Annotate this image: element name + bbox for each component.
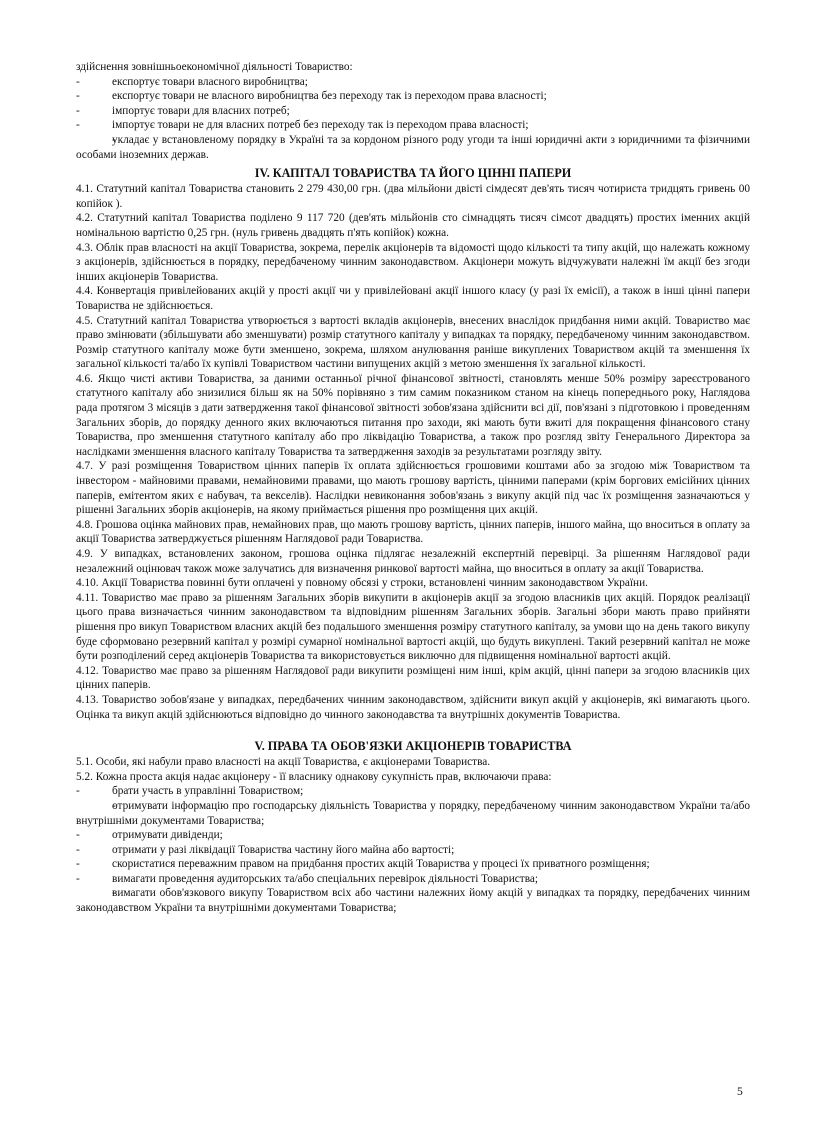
rights-bullet: - отримати у разі ліквідації Товариства частину його майна або вартості; (76, 843, 750, 858)
intro-bullet: - експортує товари власного виробництва; (76, 75, 750, 90)
paragraph-4-4: 4.4. Конвертація привілейованих акцій у прості акції чи у привілейовані акції іншого класу (у разі їх емісії), а також в інші цінні папери Товариства не здійснюється. (76, 285, 750, 312)
paragraph-4-8: 4.8. Грошова оцінка майнових прав, немайнових прав, що мають грошову вартість, цінних паперів, іншого майна, що вноситься в оплату за акції Товариства затверджується рішенням Наглядової ради Товариства. (76, 518, 750, 546)
paragraph-4-1: 4.1. Статутний капітал Товариства становить 2 279 430,00 грн. (два мільйони двісті сімдесят дев'ять тисяч чотириста тридцять гривень 00 копійок ). (76, 183, 750, 210)
intro-bullet: - імпортує товари для власних потреб; (76, 104, 750, 119)
page-number: 5 (737, 1086, 743, 1098)
intro-line: здійснення зовнішньоекономічної діяльності Товариство: (76, 61, 353, 73)
paragraph-5-2: 5.2. Кожна проста акція надає акціонеру - її власнику однакову сукупність прав, включаючи права: (76, 770, 552, 783)
rights-bullet: - вимагати обов'язкового викупу Товариством всіх або частини належних йому акцій у випадках та порядку, передбачених чинним законодавством України та внутрішніми документами Товариства; (76, 886, 750, 915)
rights-bullet: - скористатися переважним правом на придбання простих акцій Товариства у процесі їх приватного розміщення; (76, 857, 750, 872)
paragraph-4-13: 4.13. Товариство зобов'язане у випадках, передбачених чинним законодавством, здійснити викуп акцій у акціонерів, які вимагають цього. Оцінка та викуп акцій здійснюються відповідно до чинного законодавства та внутрішніх документів Товариства. (76, 693, 750, 721)
paragraph-4-10: 4.10. Акції Товариства повинні бути оплачені у повному обсязі у строки, встановлені чинним законодавством України. (76, 577, 648, 590)
paragraph-4-3: 4.3. Облік прав власності на акції Товариства, зокрема, перелік акціонерів та відомості щодо кількості та типу акцій, що належать кожному з акціонерів, здійснюється в порядку, передбаченому чинним законодавством. Акціонери можуть відчужувати належні їм акції без згоди інших акціонерів Товариства. (76, 241, 750, 283)
paragraph-4-9: 4.9. У випадках, встановлених законом, грошова оцінка підлягає незалежній експертній перевірці. За рішенням Наглядової ради незалежний оцінювач також може залучатись для визначення ринкової вартості майна, що вноситься в оплату за акції Товариства. (76, 548, 750, 575)
rights-bullet: - вимагати проведення аудиторських та/або спеціальних перевірок діяльності Товариства; (76, 872, 750, 887)
paragraph-4-11: 4.11. Товариство має право за рішенням Загальних зборів викупити в акціонерів акції за згодою власників цих акцій. Порядок реалізації цього права визначається чинним законодавством та відповідним рішенням Загальних зборів. Загальні збори мають право прийняти рішення про викуп Товариством власних акцій без подальшого зменшення розміру статутного капіталу, за умови що на день такого викупу буде сформовано резервний капітал у розмірі сумарної номінальної вартості акцій, що будуть викуплені. Такий резервний капітал не може бути розподілений серед акціонерів Товариства та використовується виключно для підвищення номінальної вартості акцій. (76, 591, 750, 663)
paragraph-4-12: 4.12. Товариство має право за рішенням Наглядової ради викупити розміщені ним інші, крім акцій, цінні папери за згодою власників цих цінних паперів. (76, 664, 750, 692)
rights-bullet: - брати участь в управлінні Товариством; (76, 784, 750, 799)
document-body (76, 60, 750, 916)
paragraph-4-5: 4.5. Статутний капітал Товариства утворюється з вартості вкладів акціонерів, внесених внаслідок придбання ними акцій. Товариство має право змінювати (збільшувати або зменшувати) розмір статутного капіталу у випадках та порядку, передбаченому чинним законодавством. Розмір статутного капіталу може бути зменшено, зокрема, шляхом анулювання раніше викуплених Товариством акцій та зменшення їх загальної кількості та/або їх купівлі Товариством частини випущених акцій з метою зменшення їх загальної кількості. (76, 314, 750, 371)
intro-bullet: - укладає у встановленому порядку в Україні та за кордоном різного роду угоди та інші юридичні акти з юридичними та фізичними особами іноземних держав. (76, 133, 750, 162)
rights-bullet: - отримувати інформацію про господарську діяльність Товариства у порядку, передбаченому чинним законодавством України та/або внутрішніми документами Товариства; (76, 799, 750, 828)
paragraph-4-7: 4.7. У разі розміщення Товариством цінних паперів їх оплата здійснюється грошовими коштами або за згодою між Товариством та інвестором - майновими правами, немайновими правами, що мають грошову вартість, цінними паперами (крім боргових емісійних цінних паперів, емітентом яких є набувач, та векселів). Наслідки невиконання зобов'язань з викупу акцій під час їх розміщення зазначаються у рішенні Загальних зборів акціонерів, на якому приймається рішення про розміщення цих акцій. (76, 460, 750, 517)
intro-bullet: - експортує товари не власного виробництва без переходу так із переходом права власності; (76, 89, 750, 104)
intro-bullet: - імпортує товари не для власних потреб без переходу так із переходом права власності; (76, 118, 750, 133)
paragraph-4-2: 4.2. Статутний капітал Товариства поділено 9 117 720 (дев'ять мільйонів сто сімнадцять тисяч сімсот двадцять) простих іменних акцій номінальною вартістю 0,25 грн. (нуль гривень двадцять п'ять копійок) кожна. (76, 212, 750, 239)
paragraph-4-6: 4.6. Якщо чисті активи Товариства, за даними останньої річної фінансової звітності, становлять менше 50% розміру зареєстрованого статутного капіталу або знизилися більш як на 50% порівняно з тим самим показником станом на кінець попереднього року, Наглядова рада протягом 3 місяців з дати затвердження такої фінансової звітності зобов'язана здійснити всі дії, пов'язані з підготовкою і проведенням Загальних зборів, до порядку денного яких включаються питання про заходи, які мають бути вжиті для покращення фінансового стану Товариства, про зменшення статутного капіталу або про ліквідацію Товариства, а також про розгляд звіту Генерального Директора за наслідками зменшення власного капіталу Товариства та затвердження заходів за результатами розгляду звіту. (76, 372, 750, 458)
paragraph-5-1: 5.1. Особи, які набули право власності на акції Товариства, є акціонерами Товариства. (76, 756, 491, 769)
section-4-heading: IV. КАПІТАЛ ТОВАРИСТВА ТА ЙОГО ЦІННІ ПАПЕРИ (254, 166, 572, 181)
rights-bullet: - отримувати дивіденди; (76, 828, 750, 843)
section-5-heading: V. ПРАВА ТА ОБОВ'ЯЗКИ АКЦІОНЕРІВ ТОВАРИСТВА (254, 739, 572, 754)
